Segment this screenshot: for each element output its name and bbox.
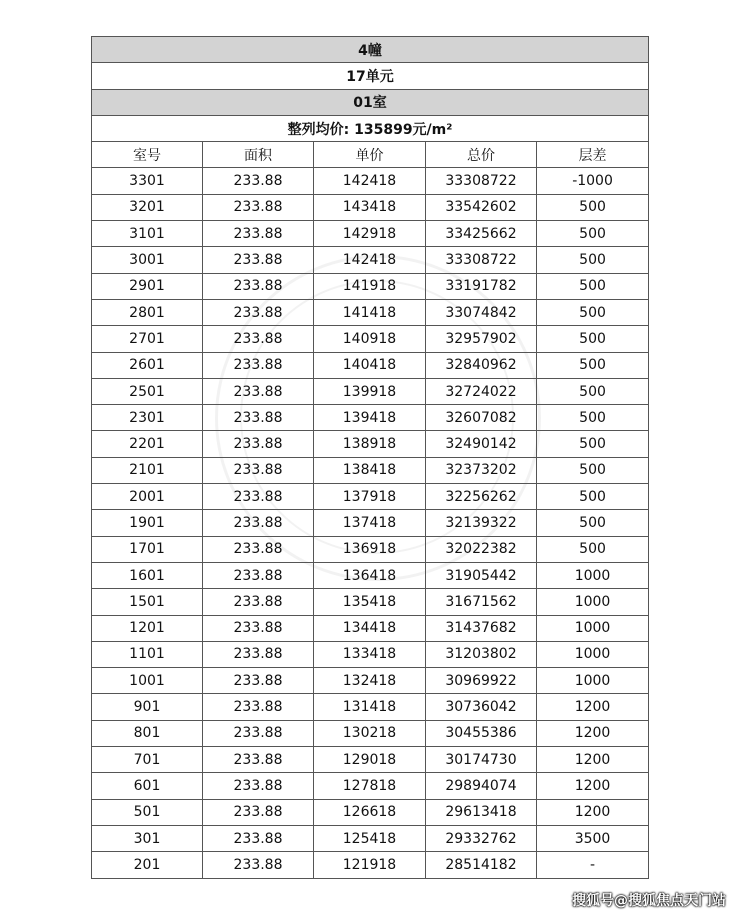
table-row	[92, 221, 649, 247]
room-no-cell: 2801	[92, 299, 203, 325]
room-no-cell: 2701	[92, 326, 203, 352]
total-price-cell: 32022382	[426, 536, 537, 562]
total-price-cell: 31671562	[426, 589, 537, 615]
room-no-cell: 1601	[92, 562, 203, 588]
total-price-cell: 33542602	[426, 194, 537, 220]
unit-price-cell: 142918	[314, 221, 426, 247]
total-price-cell: 33425662	[426, 221, 537, 247]
area-cell: 233.88	[203, 194, 314, 220]
unit-price-cell: 130218	[314, 720, 426, 746]
column-header-unit-price: 单价	[314, 142, 426, 168]
column-header-room-no: 室号	[92, 142, 203, 168]
floor-diff-cell: 1000	[537, 562, 649, 588]
room-no-cell: 2601	[92, 352, 203, 378]
area-cell: 233.88	[203, 431, 314, 457]
table-row	[92, 773, 649, 799]
column-header-area: 面积	[203, 142, 314, 168]
total-price-cell: 32957902	[426, 326, 537, 352]
table-row	[92, 405, 649, 431]
table-row	[92, 668, 649, 694]
unit-price-cell: 126618	[314, 799, 426, 825]
area-cell: 233.88	[203, 615, 314, 641]
room-no-cell: 201	[92, 852, 203, 878]
unit-price-cell: 136418	[314, 562, 426, 588]
room-no-cell: 1501	[92, 589, 203, 615]
unit-price-cell: 132418	[314, 668, 426, 694]
area-cell: 233.88	[203, 825, 314, 851]
floor-diff-cell: 1200	[537, 694, 649, 720]
floor-diff-cell: 500	[537, 326, 649, 352]
floor-diff-cell: 500	[537, 299, 649, 325]
floor-diff-cell: 1000	[537, 615, 649, 641]
total-price-cell: 32256262	[426, 484, 537, 510]
building-row	[92, 37, 649, 63]
table-row	[92, 247, 649, 273]
floor-diff-cell: 500	[537, 352, 649, 378]
total-price-cell: 31905442	[426, 562, 537, 588]
area-cell: 233.88	[203, 668, 314, 694]
floor-diff-cell: 500	[537, 536, 649, 562]
total-price-cell: 28514182	[426, 852, 537, 878]
floor-diff-cell: 1200	[537, 799, 649, 825]
unit-price-cell: 138918	[314, 431, 426, 457]
area-cell: 233.88	[203, 405, 314, 431]
unit-price-cell: 136918	[314, 536, 426, 562]
table-row	[92, 641, 649, 667]
area-cell: 233.88	[203, 773, 314, 799]
unit-price-cell: 127818	[314, 773, 426, 799]
area-cell: 233.88	[203, 299, 314, 325]
floor-diff-cell: 500	[537, 457, 649, 483]
area-cell: 233.88	[203, 326, 314, 352]
source-credit: 搜狐号@搜狐焦点天门站	[572, 893, 726, 909]
table-row	[92, 510, 649, 536]
table-row	[92, 720, 649, 746]
total-price-cell: 33191782	[426, 273, 537, 299]
room-no-cell: 901	[92, 694, 203, 720]
unit-price-cell: 142418	[314, 247, 426, 273]
total-price-cell: 33308722	[426, 247, 537, 273]
area-cell: 233.88	[203, 720, 314, 746]
total-price-cell: 32724022	[426, 378, 537, 404]
total-price-cell: 29613418	[426, 799, 537, 825]
table-row	[92, 694, 649, 720]
table-row	[92, 352, 649, 378]
table-row	[92, 825, 649, 851]
room-no-cell: 3001	[92, 247, 203, 273]
table-row	[92, 194, 649, 220]
room-no-cell: 801	[92, 720, 203, 746]
table-row	[92, 431, 649, 457]
floor-diff-cell: 1200	[537, 747, 649, 773]
unit-price-cell: 137918	[314, 484, 426, 510]
floor-diff-cell: 500	[537, 221, 649, 247]
unit-price-cell: 139918	[314, 378, 426, 404]
table-row	[92, 852, 649, 878]
table-row	[92, 562, 649, 588]
table-row	[92, 299, 649, 325]
area-cell: 233.88	[203, 484, 314, 510]
floor-diff-cell: 1200	[537, 773, 649, 799]
table-row	[92, 747, 649, 773]
floor-diff-cell: -	[537, 852, 649, 878]
avg-price-row	[92, 115, 649, 141]
total-price-cell: 32139322	[426, 510, 537, 536]
total-price-cell: 30174730	[426, 747, 537, 773]
floor-diff-cell: 1000	[537, 641, 649, 667]
unit-title: 17单元	[92, 63, 649, 89]
area-cell: 233.88	[203, 352, 314, 378]
room-no-cell: 2201	[92, 431, 203, 457]
room-no-cell: 1901	[92, 510, 203, 536]
room-no-cell: 1701	[92, 536, 203, 562]
room-no-cell: 701	[92, 747, 203, 773]
area-cell: 233.88	[203, 378, 314, 404]
room-type-row	[92, 89, 649, 115]
floor-diff-cell: 3500	[537, 825, 649, 851]
table-row	[92, 273, 649, 299]
total-price-cell: 33308722	[426, 168, 537, 194]
unit-price-cell: 139418	[314, 405, 426, 431]
room-no-cell: 2301	[92, 405, 203, 431]
table-row	[92, 615, 649, 641]
table-row	[92, 168, 649, 194]
total-price-cell: 29332762	[426, 825, 537, 851]
unit-price-cell: 143418	[314, 194, 426, 220]
total-price-cell: 32840962	[426, 352, 537, 378]
room-no-cell: 501	[92, 799, 203, 825]
room-no-cell: 2101	[92, 457, 203, 483]
unit-price-cell: 141418	[314, 299, 426, 325]
floor-diff-cell: 1000	[537, 668, 649, 694]
price-table	[91, 36, 649, 879]
total-price-cell: 30736042	[426, 694, 537, 720]
table-row	[92, 326, 649, 352]
room-no-cell: 1001	[92, 668, 203, 694]
floor-diff-cell: 1200	[537, 720, 649, 746]
table-row	[92, 799, 649, 825]
table-row	[92, 536, 649, 562]
column-header-floor-diff: 层差	[537, 142, 649, 168]
floor-diff-cell: 500	[537, 405, 649, 431]
column-header-row	[92, 142, 649, 168]
unit-price-cell: 135418	[314, 589, 426, 615]
area-cell: 233.88	[203, 510, 314, 536]
total-price-cell: 31203802	[426, 641, 537, 667]
unit-price-cell: 142418	[314, 168, 426, 194]
column-header-total-price: 总价	[426, 142, 537, 168]
area-cell: 233.88	[203, 221, 314, 247]
area-cell: 233.88	[203, 273, 314, 299]
unit-price-cell: 133418	[314, 641, 426, 667]
total-price-cell: 29894074	[426, 773, 537, 799]
room-no-cell: 601	[92, 773, 203, 799]
unit-price-cell: 125418	[314, 825, 426, 851]
room-no-cell: 301	[92, 825, 203, 851]
unit-price-cell: 129018	[314, 747, 426, 773]
table-row	[92, 457, 649, 483]
unit-price-cell: 134418	[314, 615, 426, 641]
room-no-cell: 1201	[92, 615, 203, 641]
room-no-cell: 2901	[92, 273, 203, 299]
total-price-cell: 32373202	[426, 457, 537, 483]
total-price-cell: 33074842	[426, 299, 537, 325]
unit-price-cell: 140418	[314, 352, 426, 378]
unit-price-cell: 140918	[314, 326, 426, 352]
room-type-title: 01室	[92, 89, 649, 115]
floor-diff-cell: 500	[537, 484, 649, 510]
area-cell: 233.88	[203, 247, 314, 273]
area-cell: 233.88	[203, 747, 314, 773]
room-no-cell: 2001	[92, 484, 203, 510]
room-no-cell: 3101	[92, 221, 203, 247]
unit-price-cell: 121918	[314, 852, 426, 878]
area-cell: 233.88	[203, 589, 314, 615]
area-cell: 233.88	[203, 852, 314, 878]
floor-diff-cell: 500	[537, 378, 649, 404]
area-cell: 233.88	[203, 562, 314, 588]
floor-diff-cell: 1000	[537, 589, 649, 615]
table-row	[92, 378, 649, 404]
unit-price-cell: 141918	[314, 273, 426, 299]
room-no-cell: 1101	[92, 641, 203, 667]
total-price-cell: 30455386	[426, 720, 537, 746]
area-cell: 233.88	[203, 641, 314, 667]
floor-diff-cell: 500	[537, 247, 649, 273]
table-row	[92, 484, 649, 510]
unit-price-cell: 138418	[314, 457, 426, 483]
area-cell: 233.88	[203, 799, 314, 825]
area-cell: 233.88	[203, 694, 314, 720]
floor-diff-cell: 500	[537, 431, 649, 457]
floor-diff-cell: 500	[537, 273, 649, 299]
total-price-cell: 32490142	[426, 431, 537, 457]
area-cell: 233.88	[203, 457, 314, 483]
room-no-cell: 3301	[92, 168, 203, 194]
floor-diff-cell: 500	[537, 194, 649, 220]
table-row	[92, 589, 649, 615]
total-price-cell: 30969922	[426, 668, 537, 694]
area-cell: 233.88	[203, 168, 314, 194]
unit-price-cell: 137418	[314, 510, 426, 536]
unit-price-cell: 131418	[314, 694, 426, 720]
total-price-cell: 32607082	[426, 405, 537, 431]
avg-price-label: 整列均价: 135899元/m²	[92, 115, 649, 141]
area-cell: 233.88	[203, 536, 314, 562]
unit-row	[92, 63, 649, 89]
floor-diff-cell: -1000	[537, 168, 649, 194]
room-no-cell: 3201	[92, 194, 203, 220]
total-price-cell: 31437682	[426, 615, 537, 641]
building-title: 4幢	[92, 37, 649, 63]
room-no-cell: 2501	[92, 378, 203, 404]
floor-diff-cell: 500	[537, 510, 649, 536]
